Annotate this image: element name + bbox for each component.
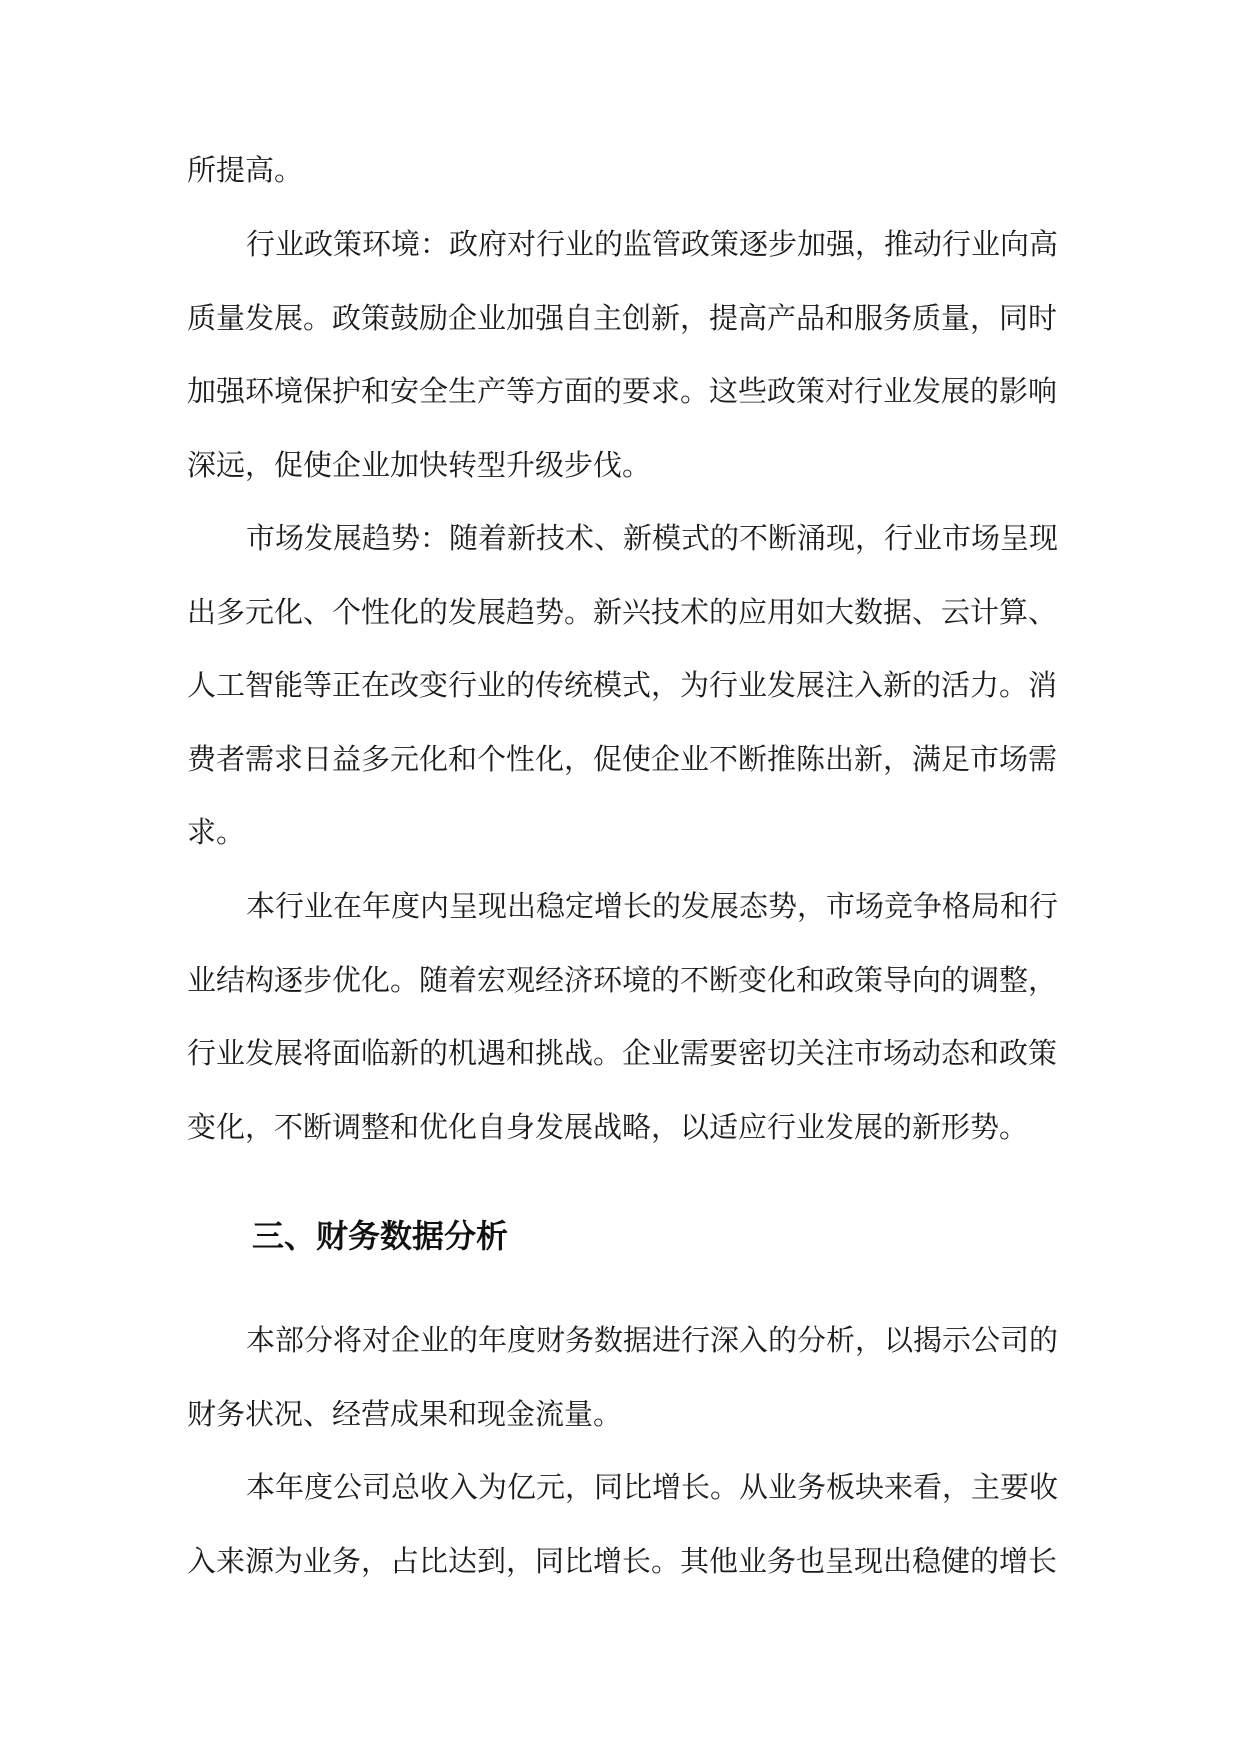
text-line: 加强环境保护和安全生产等方面的要求。这些政策对行业发展的影响 <box>187 374 1058 408</box>
paragraph-first-line: 本行业在年度内呈现出稳定增长的发展态势，市场竞争格局和行 <box>246 889 1059 923</box>
text-line: 业结构逐步优化。随着宏观经济环境的不断变化和政策导向的调整， <box>187 963 1058 997</box>
text-line: 费者需求日益多元化和个性化，促使企业不断推陈出新，满足市场需 <box>187 742 1058 776</box>
text-line: 变化，不断调整和优化自身发展战略，以适应行业发展的新形势。 <box>187 1110 1029 1144</box>
text-line: 质量发展。政策鼓励企业加强自主创新，提高产品和服务质量，同时 <box>187 301 1058 335</box>
text-line: 深远，促使企业加快转型升级步伐。 <box>187 448 652 482</box>
paragraph-first-line: 市场发展趋势：随着新技术、新模式的不断涌现，行业市场呈现 <box>246 521 1059 555</box>
text-line: 出多元化、个性化的发展趋势。新兴技术的应用如大数据、云计算、 <box>187 595 1058 629</box>
paragraph-first-line: 本部分将对企业的年度财务数据进行深入的分析，以揭示公司的 <box>246 1323 1059 1357</box>
text-line: 求。 <box>187 815 246 849</box>
text-line: 人工智能等正在改变行业的传统模式，为行业发展注入新的活力。消 <box>187 668 1058 702</box>
section-heading: 三、财务数据分析 <box>252 1217 509 1255</box>
paragraph-first-line: 本年度公司总收入为亿元，同比增长。从业务板块来看，主要收 <box>246 1470 1059 1504</box>
text-line: 所提高。 <box>187 153 304 187</box>
paragraph-first-line: 行业政策环境：政府对行业的监管政策逐步加强，推动行业向高 <box>246 227 1059 261</box>
text-line: 财务状况、经营成果和现金流量。 <box>187 1397 623 1431</box>
text-line: 入来源为业务，占比达到，同比增长。其他业务也呈现出稳健的增长 <box>187 1544 1058 1578</box>
text-line: 行业发展将面临新的机遇和挑战。企业需要密切关注市场动态和政策 <box>187 1036 1058 1070</box>
